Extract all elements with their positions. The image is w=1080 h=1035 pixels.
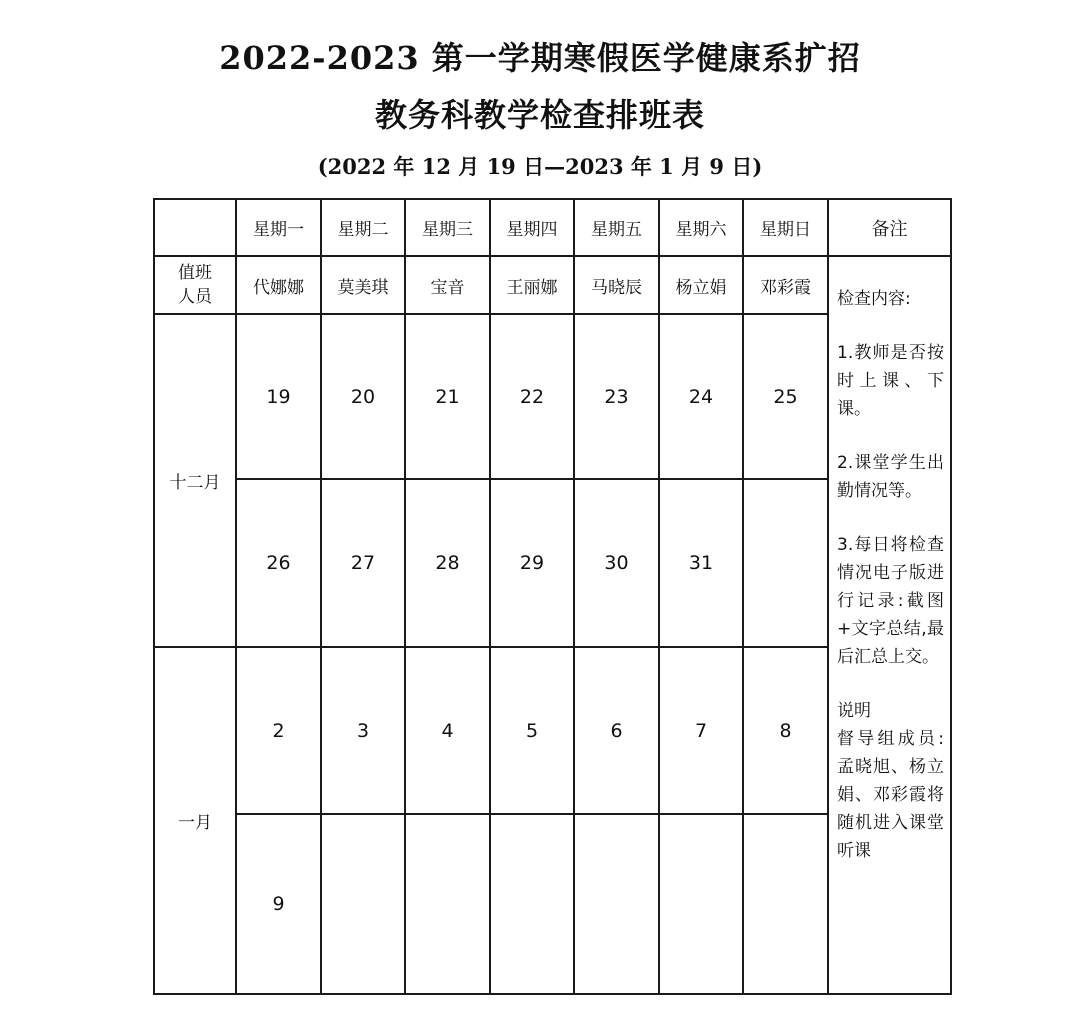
header-row	[154, 199, 951, 256]
date-cell	[659, 814, 743, 994]
duty-staff-name: 王丽娜	[490, 256, 574, 314]
date-range: (2022 年 12 月 19 日—2023 年 1 月 9 日)	[317, 154, 763, 179]
date-cell: 8	[743, 647, 828, 814]
month-label: 十二月	[154, 314, 236, 647]
notes-explain-heading: 说明	[837, 701, 871, 721]
date-cell: 25	[743, 314, 828, 479]
duty-staff-name: 马晓辰	[574, 256, 659, 314]
date-cell: 19	[236, 314, 321, 479]
duty-label-line1: 值班	[178, 263, 212, 283]
date-cell: 31	[659, 479, 743, 647]
notes-heading: 检查内容:	[837, 289, 911, 309]
duty-staff-name: 莫美琪	[321, 256, 405, 314]
date-cell: 20	[321, 314, 405, 479]
duty-staff-name: 邓彩霞	[743, 256, 828, 314]
date-cell: 30	[574, 479, 659, 647]
notes-cell	[828, 256, 951, 994]
document-title-line1: 2022-2023 第一学期寒假医学健康系扩招	[219, 39, 861, 77]
corner-cell	[154, 199, 236, 256]
notes-item-3: 3.每日将检查情况电子版进行记录:截图+文字总结,最后汇总上交。	[837, 535, 944, 667]
date-cell: 23	[574, 314, 659, 479]
schedule-table	[153, 198, 952, 995]
weekday-header: 星期三	[405, 199, 490, 256]
notes-header: 备注	[828, 199, 951, 256]
date-cell	[743, 814, 828, 994]
weekday-header: 星期日	[743, 199, 828, 256]
duty-staff-name: 代娜娜	[236, 256, 321, 314]
weekday-header: 星期二	[321, 199, 405, 256]
notes-item-2: 2.课堂学生出勤情况等。	[837, 453, 944, 501]
duty-staff-name: 宝音	[405, 256, 490, 314]
document-title-line2: 教务科教学检查排班表	[374, 96, 705, 134]
date-cell	[574, 814, 659, 994]
date-cell: 26	[236, 479, 321, 647]
duty-label	[154, 256, 236, 314]
date-cell: 5	[490, 647, 574, 814]
date-cell: 21	[405, 314, 490, 479]
date-cell: 9	[236, 814, 321, 994]
date-cell: 29	[490, 479, 574, 647]
month-label: 一月	[154, 647, 236, 994]
date-cell	[405, 814, 490, 994]
duty-row	[154, 256, 951, 314]
date-cell: 7	[659, 647, 743, 814]
date-cell: 4	[405, 647, 490, 814]
date-cell: 24	[659, 314, 743, 479]
date-cell	[743, 479, 828, 647]
weekday-header: 星期六	[659, 199, 743, 256]
weekday-header: 星期四	[490, 199, 574, 256]
weekday-header: 星期五	[574, 199, 659, 256]
weekday-header: 星期一	[236, 199, 321, 256]
date-cell: 2	[236, 647, 321, 814]
date-cell: 3	[321, 647, 405, 814]
duty-staff-name: 杨立娟	[659, 256, 743, 314]
date-cell: 6	[574, 647, 659, 814]
date-cell	[490, 814, 574, 994]
date-cell: 22	[490, 314, 574, 479]
notes-explain-text: 督导组成员:孟晓旭、杨立娟、邓彩霞将随机进入课堂听课	[837, 729, 944, 861]
date-cell: 28	[405, 479, 490, 647]
duty-label-line2: 人员	[178, 287, 212, 307]
date-cell: 27	[321, 479, 405, 647]
notes-item-1: 1.教师是否按时上课、下课。	[837, 343, 944, 419]
date-cell	[321, 814, 405, 994]
